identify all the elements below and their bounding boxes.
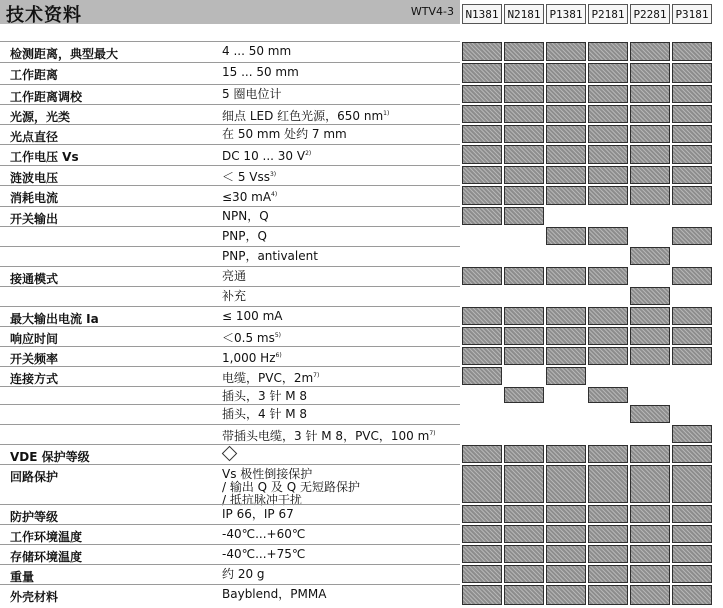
- spec-value-text: PNP，antivalent: [222, 249, 318, 263]
- spec-label: 最大输出电流 Ia: [10, 312, 99, 326]
- row-divider: [0, 326, 460, 327]
- availability-cell-n2181: [504, 166, 544, 184]
- spec-value-line: / 抵抗脉冲干扰: [222, 493, 302, 507]
- spec-label: 工作距离调校: [10, 90, 83, 104]
- availability-cell-n2181: [504, 105, 544, 123]
- column-header-n1381: N1381: [462, 4, 502, 24]
- column-header-p2181: P2181: [588, 4, 628, 24]
- availability-cell-n1381: [462, 145, 502, 164]
- availability-cell-p2281: [630, 545, 670, 563]
- spec-value: [222, 408, 307, 420]
- availability-cell-p3181: [672, 327, 712, 345]
- availability-cell-n2181: [504, 387, 544, 403]
- row-divider: [0, 144, 460, 145]
- spec-value: [222, 330, 281, 344]
- availability-cell-p2181: [588, 85, 628, 103]
- spec-value: [222, 428, 435, 442]
- availability-cell-p2181: [588, 307, 628, 325]
- row-divider: [0, 424, 460, 425]
- spec-value: [222, 350, 282, 364]
- availability-cell-n2181: [504, 465, 544, 503]
- availability-cell-p3181: [672, 125, 712, 143]
- spec-value-text: 亮通: [222, 269, 247, 283]
- availability-cell-p1381: [546, 186, 586, 205]
- availability-cell-p1381: [546, 367, 586, 385]
- availability-cell-p3181: [672, 585, 712, 605]
- availability-cell-p1381: [546, 565, 586, 583]
- availability-cell-p2181: [588, 347, 628, 365]
- spec-value-text: IP 66，IP 67: [222, 507, 294, 521]
- availability-cell-n1381: [462, 445, 502, 463]
- availability-cell-n1381: [462, 166, 502, 184]
- availability-cell-p2181: [588, 227, 628, 245]
- availability-cell-n2181: [504, 307, 544, 325]
- spec-value-text: 电缆，PVC，2m: [222, 371, 314, 385]
- availability-cell-p1381: [546, 227, 586, 245]
- availability-cell-p1381: [546, 525, 586, 543]
- spec-value-text: PNP，Q: [222, 229, 267, 243]
- row-divider: [0, 165, 460, 166]
- spec-label: 外壳材料: [10, 590, 59, 604]
- availability-cell-n1381: [462, 105, 502, 123]
- spec-value-text: 15 ... 50 mm: [222, 65, 299, 79]
- availability-cell-n2181: [504, 505, 544, 523]
- availability-cell-p2181: [588, 465, 628, 503]
- availability-cell-n2181: [504, 585, 544, 605]
- footnote-marker: 4): [271, 191, 278, 198]
- availability-cell-p2281: [630, 42, 670, 61]
- availability-cell-n1381: [462, 347, 502, 365]
- availability-cell-n2181: [504, 63, 544, 83]
- spec-value-text: 在 50 mm 处约 7 mm: [222, 127, 347, 141]
- spec-row: [0, 144, 460, 165]
- availability-cell-p2281: [630, 145, 670, 164]
- row-divider: [0, 206, 460, 207]
- availability-cell-n1381: [462, 327, 502, 345]
- row-divider: [0, 266, 460, 267]
- availability-cell-p3181: [672, 565, 712, 583]
- model-code: WTV4-3: [410, 5, 454, 18]
- availability-cell-p2281: [630, 347, 670, 365]
- availability-cell-n1381: [462, 125, 502, 143]
- availability-cell-p1381: [546, 105, 586, 123]
- availability-cell-p2181: [588, 525, 628, 543]
- availability-cell-p2181: [588, 166, 628, 184]
- availability-cell-p1381: [546, 545, 586, 563]
- spec-label: 回路保护: [10, 470, 59, 484]
- spec-row: [0, 464, 460, 507]
- spec-value: [222, 270, 246, 282]
- availability-cell-p1381: [546, 63, 586, 83]
- spec-value: [222, 66, 299, 78]
- availability-cell-p3181: [672, 85, 712, 103]
- availability-cell-n2181: [504, 267, 544, 285]
- availability-cell-p3181: [672, 63, 712, 83]
- spec-label: 检测距离，典型最大: [10, 47, 119, 61]
- availability-cell-n2181: [504, 327, 544, 345]
- spec-value-text: -40℃...+75℃: [222, 547, 306, 561]
- availability-cell-n1381: [462, 85, 502, 103]
- availability-cell-p1381: [546, 327, 586, 345]
- availability-cell-n2181: [504, 186, 544, 205]
- spec-value: [222, 169, 276, 183]
- spec-row: [0, 124, 460, 144]
- availability-cell-p3181: [672, 445, 712, 463]
- availability-cell-p2281: [630, 307, 670, 325]
- availability-cell-n1381: [462, 367, 502, 385]
- row-divider: [0, 246, 460, 247]
- availability-cell-p3181: [672, 545, 712, 563]
- availability-cell-n2181: [504, 525, 544, 543]
- availability-cell-p1381: [546, 42, 586, 61]
- spec-value-text: ＜ 5 Vss: [222, 170, 270, 184]
- availability-cell-n1381: [462, 307, 502, 325]
- availability-cell-p2181: [588, 585, 628, 605]
- availability-cell-p3181: [672, 347, 712, 365]
- availability-cell-n2181: [504, 85, 544, 103]
- spec-value: [222, 568, 265, 580]
- spec-label: 消耗电流: [10, 191, 59, 205]
- availability-cell-p3181: [672, 267, 712, 285]
- availability-cell-p3181: [672, 145, 712, 164]
- spec-value: [222, 508, 294, 520]
- section-title: 技术资料: [6, 5, 82, 26]
- availability-cell-p3181: [672, 42, 712, 61]
- availability-cell-n1381: [462, 525, 502, 543]
- column-header-n2181: N2181: [504, 4, 544, 24]
- spec-row: [0, 504, 460, 524]
- availability-cell-p2281: [630, 445, 670, 463]
- availability-cell-n1381: [462, 565, 502, 583]
- spec-row: [0, 286, 460, 306]
- spec-row: [0, 584, 460, 606]
- spec-row: [0, 246, 460, 266]
- availability-cell-p2181: [588, 267, 628, 285]
- availability-cell-p1381: [546, 465, 586, 503]
- spec-value: [222, 588, 326, 600]
- spec-value-text: ≤30 mA: [222, 190, 272, 204]
- spec-value-text: 5 圈电位计: [222, 87, 282, 101]
- availability-cell-n2181: [504, 42, 544, 61]
- availability-cell-n2181: [504, 565, 544, 583]
- spec-value-text: 细点 LED 红色光源，650 nm: [222, 109, 384, 123]
- availability-cell-n1381: [462, 585, 502, 605]
- row-divider: [0, 104, 460, 105]
- footnote-marker: 6): [275, 352, 282, 359]
- availability-cell-p2181: [588, 565, 628, 583]
- availability-cell-p2181: [588, 42, 628, 61]
- spec-value-text: 插头，3 针 M 8: [222, 389, 308, 403]
- spec-label: VDE 保护等级: [10, 450, 90, 464]
- footnote-marker: 2): [305, 150, 312, 157]
- availability-cell-p3181: [672, 525, 712, 543]
- spec-value: [222, 390, 307, 402]
- row-divider: [0, 286, 460, 287]
- availability-cell-p2181: [588, 105, 628, 123]
- row-divider: [0, 306, 460, 307]
- spec-value: [222, 108, 389, 122]
- footnote-marker: 5): [274, 332, 282, 339]
- availability-cell-p1381: [546, 505, 586, 523]
- spec-label: 接通模式: [10, 272, 59, 286]
- spec-value: [222, 468, 360, 507]
- spec-row: [0, 326, 460, 346]
- availability-cell-n2181: [504, 207, 544, 225]
- row-divider: [0, 584, 460, 585]
- spec-row: [0, 104, 460, 124]
- availability-cell-p2281: [630, 125, 670, 143]
- row-divider: [0, 524, 460, 525]
- spec-value: [222, 189, 277, 203]
- spec-row: [0, 346, 460, 366]
- spec-value: [222, 230, 267, 242]
- spec-label: 开关输出: [10, 212, 59, 226]
- row-divider: [0, 346, 460, 347]
- availability-cell-p3181: [672, 505, 712, 523]
- availability-cell-p2181: [588, 545, 628, 563]
- title-bar: [0, 0, 460, 24]
- spec-value-text: 带插头电缆，3 针 M 8，PVC，100 m: [222, 429, 430, 443]
- spec-value: [222, 448, 235, 461]
- row-divider: [0, 564, 460, 565]
- spec-label: 重量: [10, 570, 35, 584]
- spec-value-text: 1,000 Hz: [222, 351, 276, 365]
- footnote-marker: 7): [429, 430, 436, 437]
- availability-cell-p2181: [588, 63, 628, 83]
- spec-row: [0, 41, 460, 62]
- spec-value: [222, 528, 305, 540]
- spec-value-text: DC 10 ... 30 V: [222, 149, 306, 163]
- spec-value: [222, 210, 269, 222]
- spec-row: [0, 165, 460, 185]
- column-header-p2281: P2281: [630, 4, 670, 24]
- spec-label: 工作电压 Vs: [10, 150, 79, 164]
- availability-cell-p2181: [588, 327, 628, 345]
- spec-label: 涟波电压: [10, 171, 59, 185]
- availability-cell-p2181: [588, 125, 628, 143]
- availability-cell-n1381: [462, 465, 502, 503]
- spec-label: 响应时间: [10, 332, 59, 346]
- spec-row: [0, 84, 460, 104]
- availability-cell-p2281: [630, 505, 670, 523]
- spec-value-text: 插头，4 针 M 8: [222, 407, 308, 421]
- spec-value: [222, 370, 319, 384]
- spec-row: [0, 564, 460, 584]
- spec-value: [222, 310, 283, 322]
- availability-cell-p2281: [630, 327, 670, 345]
- spec-value-text: 补充: [222, 289, 247, 303]
- availability-cell-p2181: [588, 505, 628, 523]
- spec-label: 光源，光类: [10, 110, 71, 124]
- availability-cell-p2281: [630, 63, 670, 83]
- spec-label: 防护等级: [10, 510, 59, 524]
- row-divider: [0, 62, 460, 63]
- availability-cell-n1381: [462, 63, 502, 83]
- availability-cell-p3181: [672, 105, 712, 123]
- column-header-p3181: P3181: [672, 4, 712, 24]
- spec-value-text: Bayblend，PMMA: [222, 587, 327, 601]
- spec-row: [0, 185, 460, 206]
- spec-row: [0, 266, 460, 286]
- spec-value-text: 约 20 g: [222, 567, 265, 581]
- spec-row: [0, 62, 460, 84]
- availability-cell-n1381: [462, 42, 502, 61]
- row-divider: [0, 185, 460, 186]
- availability-cell-n1381: [462, 186, 502, 205]
- spec-row: [0, 444, 460, 464]
- availability-cell-p1381: [546, 166, 586, 184]
- spec-row: [0, 306, 460, 326]
- spec-label: 光点直径: [10, 130, 59, 144]
- availability-cell-p2181: [588, 145, 628, 164]
- availability-cell-p3181: [672, 186, 712, 205]
- spec-value: [222, 88, 281, 100]
- spec-label: 连接方式: [10, 372, 59, 386]
- row-divider: [0, 504, 460, 505]
- availability-cell-p1381: [546, 145, 586, 164]
- availability-cell-p2281: [630, 186, 670, 205]
- availability-cell-p2181: [588, 445, 628, 463]
- availability-cell-p1381: [546, 307, 586, 325]
- availability-cell-p3181: [672, 307, 712, 325]
- row-divider: [0, 84, 460, 85]
- spec-row: [0, 226, 460, 246]
- availability-cell-p2181: [588, 186, 628, 205]
- spec-value-text: -40℃...+60℃: [222, 527, 306, 541]
- spec-label: 存储环境温度: [10, 550, 83, 564]
- availability-cell-p3181: [672, 465, 712, 503]
- row-divider: [0, 226, 460, 227]
- spec-value: [222, 148, 311, 162]
- row-divider: [0, 544, 460, 545]
- spec-value-text: 4 ... 50 mm: [222, 44, 292, 58]
- spec-label: 开关频率: [10, 352, 59, 366]
- availability-cell-n2181: [504, 125, 544, 143]
- spec-value: [222, 290, 246, 302]
- row-divider: [0, 404, 460, 405]
- row-divider: [0, 124, 460, 125]
- availability-cell-p2281: [630, 525, 670, 543]
- spec-row: [0, 544, 460, 564]
- availability-cell-p2281: [630, 166, 670, 184]
- column-header-p1381: P1381: [546, 4, 586, 24]
- availability-cell-p2281: [630, 287, 670, 305]
- spec-value-line: / 输出 Q 及 Q 无短路保护: [222, 480, 361, 494]
- availability-cell-n1381: [462, 207, 502, 225]
- spec-label: 工作距离: [10, 68, 59, 82]
- availability-cell-p2281: [630, 85, 670, 103]
- footnote-marker: 3): [269, 171, 277, 178]
- availability-cell-p2281: [630, 465, 670, 503]
- row-divider: [0, 444, 460, 445]
- spec-value-text: ≤ 100 mA: [222, 309, 283, 323]
- row-divider: [0, 366, 460, 367]
- spec-row: [0, 424, 460, 444]
- spec-row: [0, 366, 460, 386]
- availability-cell-n2181: [504, 145, 544, 164]
- footnote-marker: 7): [313, 372, 320, 379]
- spec-value-line: Vs 极性倒接保护: [222, 467, 313, 481]
- spec-value-text: ＜0.5 ms: [222, 331, 275, 345]
- spec-row: [0, 524, 460, 544]
- availability-cell-p2281: [630, 247, 670, 265]
- spec-row: [0, 386, 460, 404]
- availability-cell-p1381: [546, 125, 586, 143]
- row-divider: [0, 464, 460, 465]
- availability-cell-n1381: [462, 267, 502, 285]
- availability-cell-p3181: [672, 227, 712, 245]
- vde-protection-icon: [222, 446, 238, 462]
- availability-cell-p2281: [630, 405, 670, 423]
- spec-value-text: NPN，Q: [222, 209, 269, 223]
- spec-label: 工作环境温度: [10, 530, 83, 544]
- availability-cell-p2281: [630, 565, 670, 583]
- availability-cell-p1381: [546, 585, 586, 605]
- spec-value: [222, 128, 347, 140]
- availability-cell-n2181: [504, 347, 544, 365]
- spec-value: [222, 250, 318, 262]
- availability-cell-n2181: [504, 445, 544, 463]
- row-divider: [0, 41, 460, 42]
- availability-cell-p1381: [546, 445, 586, 463]
- availability-cell-p3181: [672, 425, 712, 443]
- availability-cell-p2281: [630, 105, 670, 123]
- availability-cell-p1381: [546, 267, 586, 285]
- spec-row: [0, 404, 460, 424]
- spec-value: [222, 45, 291, 57]
- spec-value: [222, 548, 305, 560]
- availability-cell-n2181: [504, 545, 544, 563]
- availability-cell-p1381: [546, 347, 586, 365]
- availability-cell-p2181: [588, 387, 628, 403]
- availability-cell-p3181: [672, 166, 712, 184]
- availability-cell-n1381: [462, 545, 502, 563]
- availability-cell-p2281: [630, 585, 670, 605]
- row-divider: [0, 386, 460, 387]
- spec-row: [0, 206, 460, 226]
- availability-cell-p1381: [546, 85, 586, 103]
- footnote-marker: 1): [383, 110, 390, 117]
- availability-cell-n1381: [462, 505, 502, 523]
